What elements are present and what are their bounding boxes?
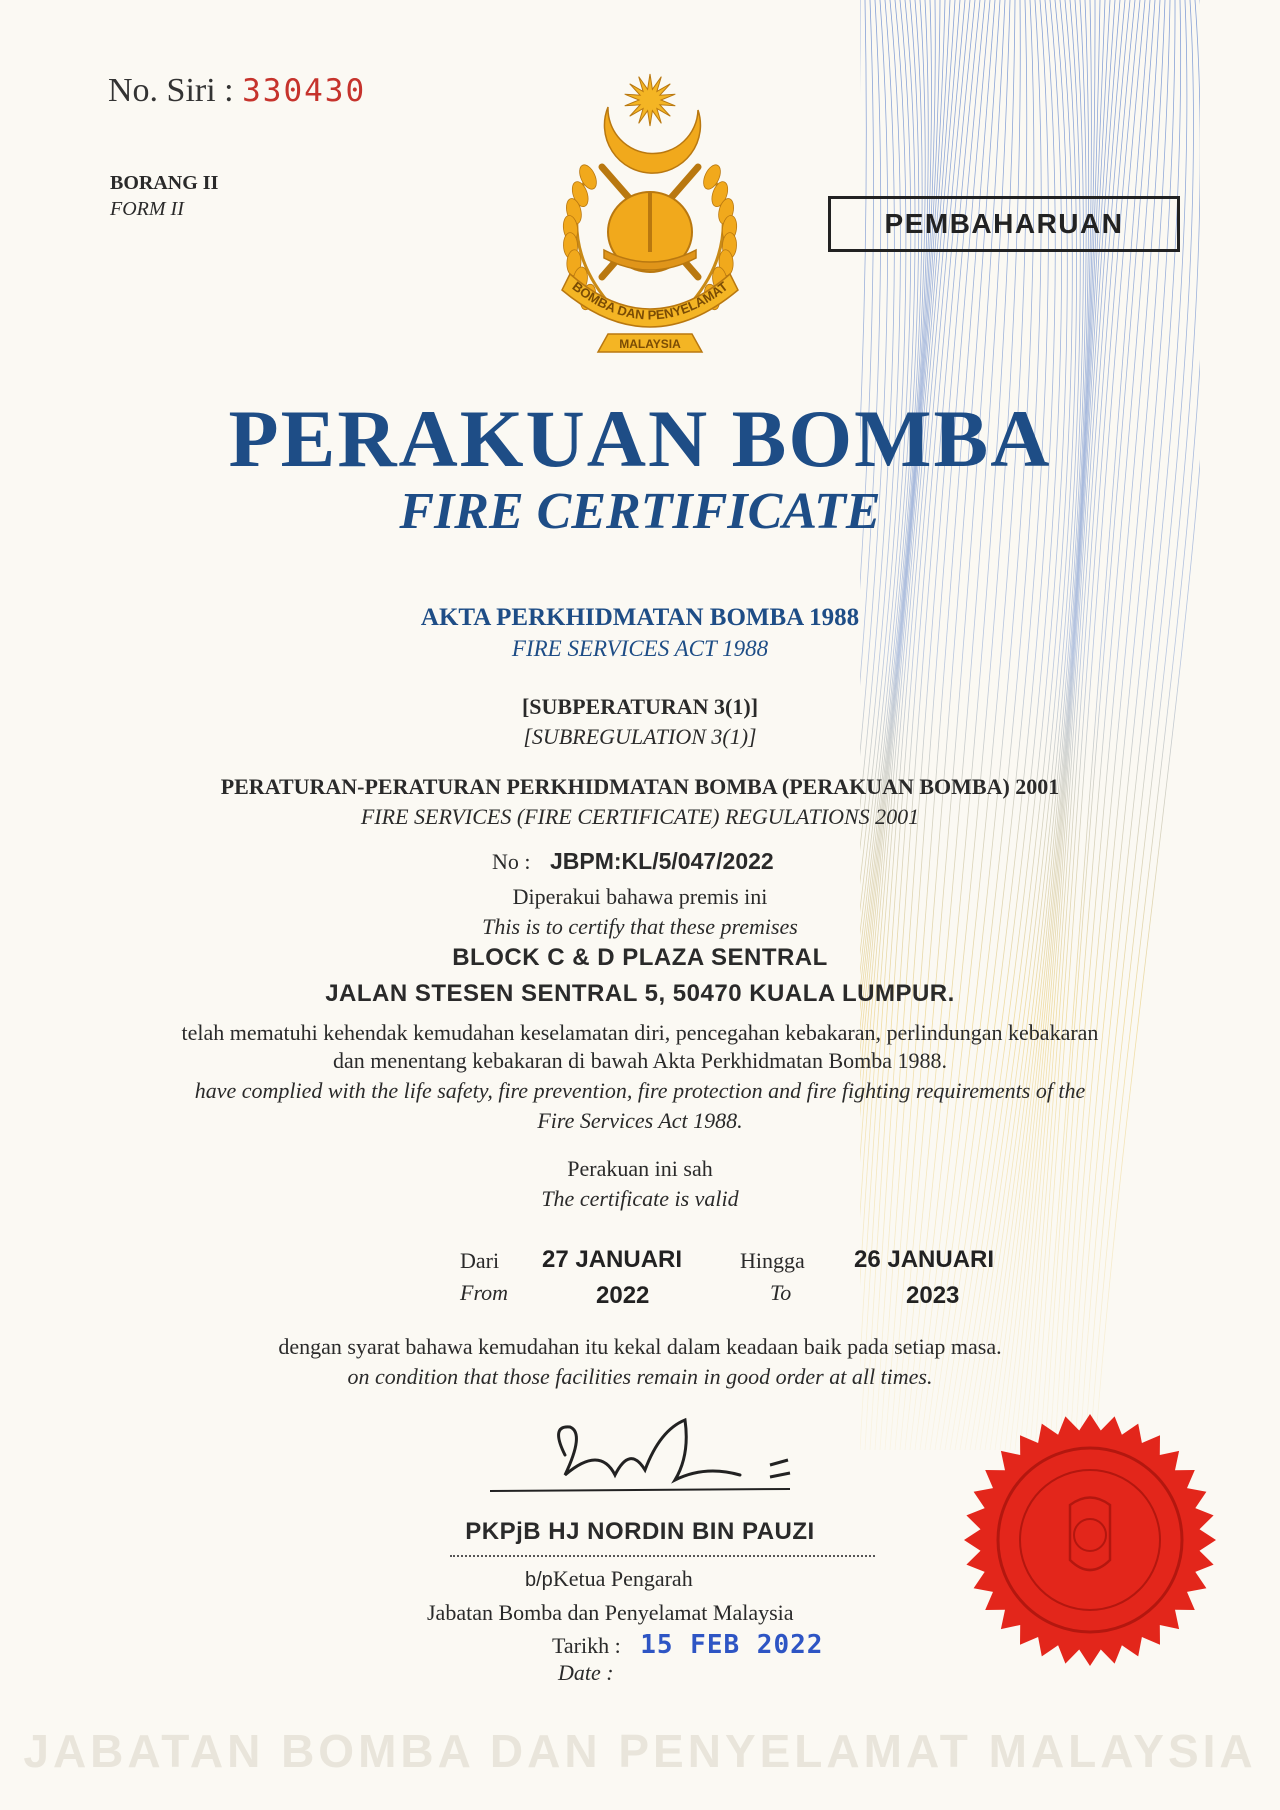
signatory-bp: b/p [525, 1569, 553, 1591]
condition-en: on condition that those facilities remain in good order at all times. [347, 1364, 933, 1389]
date-label-ms: Tarikh : [552, 1633, 621, 1658]
to-label [740, 1245, 805, 1309]
signatory-department: Jabatan Bomba dan Penyelamat Malaysia [427, 1600, 794, 1625]
validity-en: The certificate is valid [541, 1186, 739, 1211]
certificate-subtitle: FIRE CERTIFICATE [399, 483, 881, 540]
certificate-number-value: JBPM:KL/5/047/2022 [550, 848, 774, 874]
serial-number: 330430 [242, 73, 367, 109]
signature [470, 1405, 810, 1505]
regulations-en: FIRE SERVICES (FIRE CERTIFICATE) REGULATIONS 2001 [360, 804, 920, 829]
premises-line-2: JALAN STESEN SENTRAL 5, 50470 KUALA LUMPUR. [325, 980, 955, 1007]
to-date-day-month: 26 JANUARI [854, 1246, 995, 1273]
certificate-title: PERAKUAN BOMBA [228, 393, 1052, 484]
signatory-name: PKPjB HJ NORDIN BIN PAUZI [465, 1518, 815, 1545]
fire-department-emblem [530, 52, 770, 370]
emblem-banner-text: MALAYSIA [619, 337, 681, 351]
signatory-underline [450, 1555, 875, 1557]
svg-text:BOMBA DAN PENYELAMAT [570, 279, 731, 323]
emblem-ring-text: BOMBA DAN PENYELAMAT [569, 278, 731, 323]
from-label [460, 1245, 508, 1309]
compliance-ms-line-1: telah mematuhi kehendak kemudahan keselamatan diri, pencegahan kebakaran, perlindungan kebakaran [181, 1020, 1099, 1045]
compliance-ms-line-2: dan menentang kebakaran di bawah Akta Perkhidmatan Bomba 1988. [333, 1048, 947, 1073]
serial-number-row [108, 72, 366, 110]
from-label-en: From [460, 1280, 509, 1305]
official-red-seal [960, 1410, 1220, 1670]
premises-line-1: BLOCK C & D PLAZA SENTRAL [452, 944, 828, 971]
footer-watermark: JABATAN BOMBA DAN PENYELAMAT MALAYSIA [23, 1725, 1257, 1777]
compliance-en-line-1: have complied with the life safety, fire prevention, fire protection and fire fighting requirements of the [194, 1078, 1086, 1103]
act-title-ms: AKTA PERKHIDMATAN BOMBA 1988 [420, 604, 860, 631]
from-date-day-month: 27 JANUARI [542, 1246, 683, 1273]
from-label-ms: Dari [460, 1248, 500, 1273]
form-label-block [110, 170, 218, 222]
from-date-year: 2022 [596, 1282, 650, 1309]
subregulation-ms: [SUBPERATURAN 3(1)] [521, 694, 759, 719]
certify-en: This is to certify that these premises [482, 914, 798, 939]
act-title-en: FIRE SERVICES ACT 1988 [511, 636, 769, 661]
form-label-ms: BORANG II [110, 172, 219, 194]
subregulation-en: [SUBREGULATION 3(1)] [523, 724, 757, 749]
validity-ms: Perakuan ini sah [567, 1156, 713, 1181]
certify-ms: Diperakui bahawa premis ini [512, 884, 768, 909]
date-stamp: 15 FEB 2022 [640, 1630, 824, 1660]
serial-label: No. Siri : [108, 72, 234, 109]
to-date-year: 2023 [906, 1282, 960, 1309]
form-label-en: FORM II [110, 198, 184, 220]
to-label-ms: Hingga [740, 1248, 805, 1273]
regulations-ms: PERATURAN-PERATURAN PERKHIDMATAN BOMBA (PERAKUAN BOMBA) 2001 [220, 774, 1060, 799]
date-label-en: Date : [558, 1660, 614, 1685]
certificate-number-label: No : [492, 849, 531, 874]
date-row [552, 1630, 823, 1660]
certificate-number-row [492, 848, 774, 875]
signatory-title-row [525, 1566, 693, 1592]
condition-ms: dengan syarat bahawa kemudahan itu kekal dalam keadaan baik pada setiap masa. [278, 1334, 1002, 1359]
to-label-en: To [770, 1280, 792, 1305]
renewal-status-label: PEMBAHARUAN [884, 208, 1124, 239]
renewal-status-box [828, 196, 1180, 252]
signatory-title: Ketua Pengarah [552, 1566, 693, 1591]
compliance-en-line-2: Fire Services Act 1988. [537, 1108, 743, 1133]
